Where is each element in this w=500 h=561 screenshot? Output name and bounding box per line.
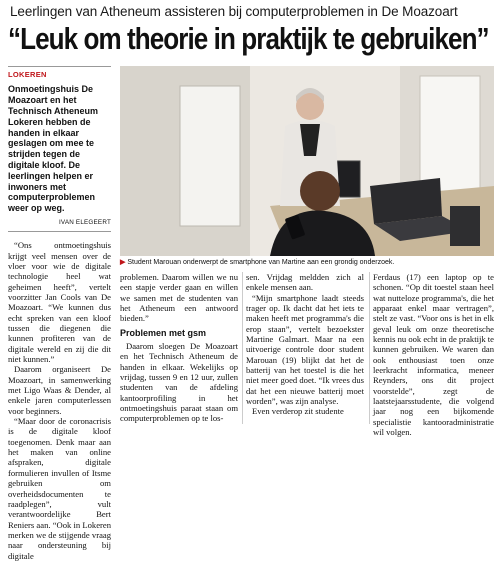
caption-bullet: ▶ [120,259,126,266]
lead-column [8,66,111,561]
dateline: LOKEREN [8,66,111,80]
body-paragraph: Daarom sloegen De Moazoart en het Technisch Atheneum de handen in elkaar. Wekelijks op vrijdag, tussen 9 en 12 uur, zullen studenten van de afdeling kantoorprofiling in het ontmoetingshuis paraat staan om computerproblemen op te los- [120,341,238,424]
column-rule [242,272,243,424]
body-paragraph: Even verderop zit studente [252,406,344,417]
body-paragraph: Daarom organiseert De Moazoart, in samenwerking met Ligo Waas & Dender, al enkele jaren computerlessen voor beginners. [8,364,111,416]
body-column-3 [246,272,364,417]
body-column-4 [373,272,494,438]
article-lead: Onmoetingshuis De Moazoart en het Technisch Atheneum Lokeren hebben de handen in elkaar geslagen om mee te strijden tegen de digitale kloof. De leerlingen helpen er inwoners met computerproblemen weer op weg. [8,84,99,214]
body-paragraph: sen. Vrijdag meldden zich al enkele mensen aan. [246,272,364,293]
photo-caption [120,258,494,266]
body-column-2 [120,272,238,424]
subheading: Problemen met gsm [120,327,207,338]
article-headline: “Leuk om theorie in praktijk te gebruiken” [8,21,489,56]
caption-text: Student Marouan onderwerpt de smartphone van Martine aan een grondig onderzoek. [127,259,395,266]
body-paragraph: “Ons ontmoetingshuis krijgt veel mensen over de vloer voor wie de digitale technologie heel wat geheimen heeft”, vertelt voorzitter Jan Cools van De Moazoart. “We kunnen dus echt spreken van een kloof tussen die diegenen die kunnen profiteren van de digitale wereld en zij die dit niet kunnen.” [8,240,111,365]
body-paragraph: “Mijn smartphone laadt steeds trager op. Ik dacht dat het iets te maken heeft met programma's die erop staan”, vertelt bezoekster Martine Galmart. Maar na een uitvoerige controle door student Marouan (19) blijkt dat het de batterij van het toestel is die het niet meer goed doet. “Ik vrees dus dat het een nieuwe batterij moet worden”, was zijn analyse. [246,292,364,407]
photo-illustration [120,66,494,256]
body-paragraph: problemen. Daarom willen we nu een stapje verder gaan en willen we samen met de studenten van het Atheneum een antwoord bieden.” [120,272,238,324]
article-kicker: Leerlingen van Atheneum assisteren bij computerproblemen in De Moazoart [10,4,458,19]
body-paragraph: Ferdaus (17) een laptop op te schonen. “Op dit toestel staan heel wat nutteloze programma's, die het apparaat enkel maar vertragen”, stelt ze vast. “Voor ons is het in elk geval leuk om onze theoretische kennis nu ook echt in de praktijk te kunnen gebruiken. We waren dan ook enthousiast toen onze leerkracht informatica, meneer Reynders, ons dit project voorstelde”, zegt de laatstejaarsstudente, die volgend jaar nog een bijkomende specialistie kantooradministratie wil volgen. [373,272,495,438]
body-paragraph: “Maar door de coronacrisis is de digitale kloof toegenomen. Denk maar aan het maken van online afspraken, digitale formulieren invullen of Itsme gebruiken om overheidsdocumenten te raadplegen”, vult verantwoordelijke Bert Reniers aan. “Ook in Lokeren merken we de stijgende vraag naar ondersteuning bij digitale [8,416,111,561]
column-rule [369,272,370,424]
byline: IVAN ELEGEERT [8,218,111,232]
article-photo [120,66,494,256]
